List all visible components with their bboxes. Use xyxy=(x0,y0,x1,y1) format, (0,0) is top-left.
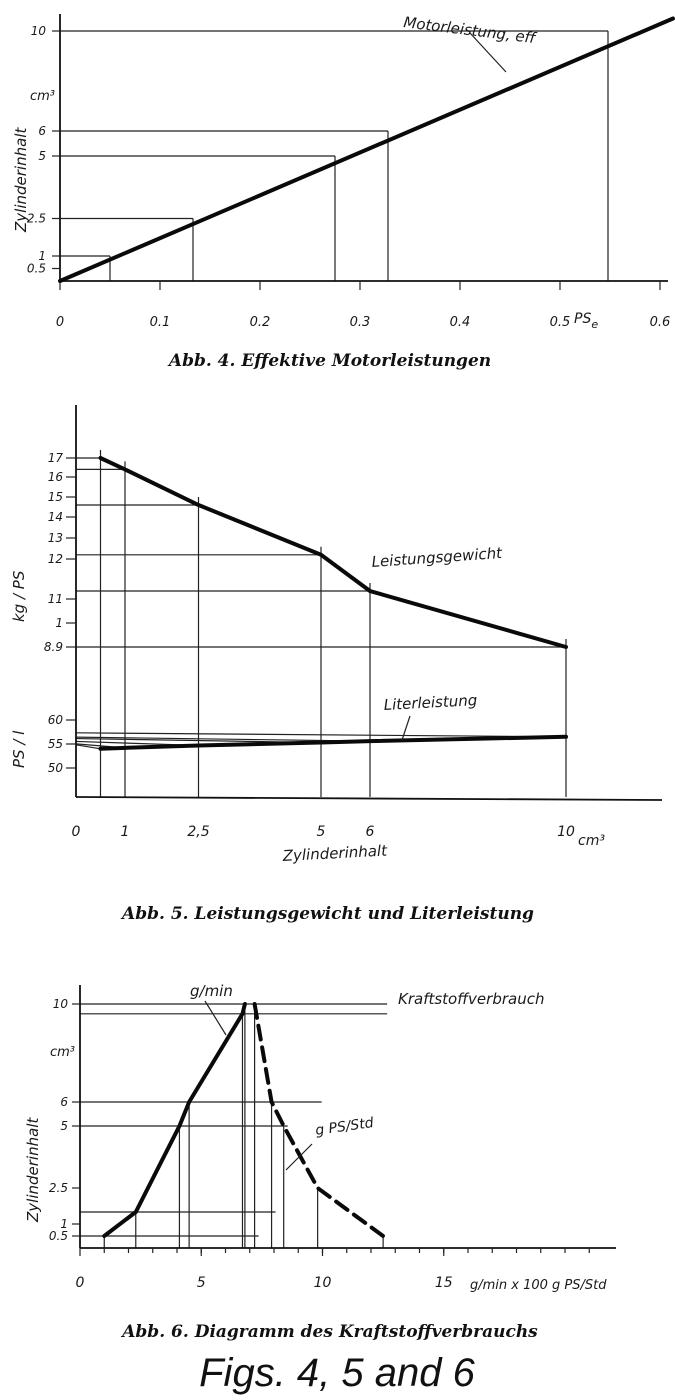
fig6-y-tick-label: 0.5 xyxy=(48,1229,68,1243)
fig6-y-tick-label: 2.5 xyxy=(48,1181,68,1195)
fig5-x-tick-label: 0 xyxy=(71,824,81,840)
fig6-label-g-min: g/min xyxy=(190,982,233,1000)
fig5-y-tick-label-lower: 55 xyxy=(47,737,63,751)
fig4-x-unit-main: PS xyxy=(574,311,592,327)
fig6-y-tick-label: 6 xyxy=(60,1095,68,1109)
fig4-guide-lines xyxy=(60,31,608,281)
fig5-y-label-lower: PS / l xyxy=(10,730,28,768)
fig5-y-ticks-lower xyxy=(48,713,76,775)
fig5-caption: Abb. 5. Leistungsgewicht und Literleistung xyxy=(122,904,534,924)
fig5-y-tick-label-lower: 60 xyxy=(47,713,63,727)
fig5-x-tick-label: 6 xyxy=(365,824,375,840)
fig4-x-tick-label: 0.1 xyxy=(149,315,171,330)
fig5-x-ticks xyxy=(72,824,575,840)
fig5-y-label-upper: kg / PS xyxy=(10,570,28,622)
fig5-y-tick-label-upper: 16 xyxy=(47,470,63,484)
fig6-x-tick-label: 0 xyxy=(75,1275,85,1291)
fig6-x-tick-label: 10 xyxy=(313,1275,332,1291)
fig6-y-tick-label: 10 xyxy=(52,997,68,1011)
fig6-caption: Abb. 6. Diagramm des Kraftstoffverbrauchs xyxy=(122,1322,538,1342)
fig4-x-unit-sub: e xyxy=(591,318,599,331)
fig6-y-axis-label: Zylinderinhalt xyxy=(24,1117,42,1222)
fig5-x-tick-label: 5 xyxy=(316,824,326,840)
fig4-x-tick-label: 0.6 xyxy=(649,315,671,330)
fig4-y-tick-label: 10 xyxy=(30,24,46,38)
fig4-x-unit xyxy=(574,311,598,331)
fig4-y-tick-label: 2.5 xyxy=(26,211,46,226)
fig4-series-line xyxy=(60,19,673,282)
fig5-y-tick-label-upper: 1 xyxy=(55,616,63,630)
fig4-x-tick-label: 0.5 xyxy=(549,315,571,330)
fig4-y-unit: cm³ xyxy=(30,89,56,104)
fig5-grid-lines xyxy=(76,450,566,797)
fig4-curve-label: Motorleistung, eff xyxy=(402,13,537,48)
fig6-label-g-ps-std: g PS/Std xyxy=(314,1114,375,1139)
fig4-x-tick-label: 0.2 xyxy=(249,315,271,330)
fig5-y-tick-label-upper: 17 xyxy=(47,451,63,465)
fig4-caption: Abb. 4. Effektive Motorleistungen xyxy=(168,351,492,371)
fig5-y-ticks-upper xyxy=(44,451,76,654)
fig5-x-axis xyxy=(76,797,662,800)
fig5-series xyxy=(101,458,567,749)
fig5-y-tick-label-upper: 8.9 xyxy=(43,640,63,654)
fig6-title: Kraftstoffverbrauch xyxy=(398,990,545,1008)
fig5-x-unit: cm³ xyxy=(578,833,605,849)
fig5-y-tick-label-upper: 11 xyxy=(47,592,63,606)
fig6-y-ticks xyxy=(49,997,80,1243)
fig5-y-tick-label-upper: 14 xyxy=(47,510,63,524)
fig6-g-min-leader xyxy=(205,1001,226,1035)
fig5-literleistung-leader xyxy=(402,716,410,740)
fig6-x-tick-label: 15 xyxy=(434,1275,453,1291)
fig5-x-tick-label: 10 xyxy=(557,824,575,840)
fig6-x-label: g/min x 100 g PS/Std xyxy=(470,1278,607,1293)
fig4-y-axis-label: Zylinderinhalt xyxy=(12,127,30,232)
fig5-label-leistungsgewicht: Leistungsgewicht xyxy=(371,543,503,571)
fig4-y-tick-label: 5 xyxy=(38,149,46,163)
fig4-x-tick-label: 0.3 xyxy=(349,315,371,330)
fig6-y-tick-label: 5 xyxy=(60,1119,68,1133)
fig4-y-ticks xyxy=(27,24,60,276)
fig5-x-tick-label: 2,5 xyxy=(187,824,210,840)
fig4-y-tick-label: 6 xyxy=(38,124,46,138)
fig4-y-tick-label: 0.5 xyxy=(26,261,46,276)
fig6-series-g-min xyxy=(104,1004,245,1236)
fig5-y-tick-label-upper: 13 xyxy=(47,531,63,545)
fig5-label-literleistung: Literleistung xyxy=(383,691,478,714)
figure-4 xyxy=(12,13,673,371)
figure-6 xyxy=(24,982,616,1342)
fig5-y-tick-label-upper: 15 xyxy=(47,490,63,504)
fig5-x-label: Zylinderinhalt xyxy=(282,841,388,865)
fig4-y-tick-label: 1 xyxy=(38,249,46,263)
fig4-series xyxy=(60,19,673,282)
fig6-x-tick-label: 5 xyxy=(196,1275,206,1291)
fig6-y-tick-label: 1 xyxy=(60,1217,68,1231)
figure-footer: Figs. 4, 5 and 6 xyxy=(199,1351,475,1395)
fig6-y-unit: cm³ xyxy=(50,1045,76,1060)
fig4-x-tick-label: 0.4 xyxy=(449,315,471,330)
fig6-g-ps-std-leader xyxy=(286,1144,312,1170)
figure-5 xyxy=(10,405,662,924)
fig4-x-tick-label: 0 xyxy=(55,315,65,330)
fig5-x-tick-label: 1 xyxy=(120,824,130,840)
fig5-y-tick-label-lower: 50 xyxy=(47,761,63,775)
fig5-y-tick-label-upper: 12 xyxy=(47,552,63,566)
